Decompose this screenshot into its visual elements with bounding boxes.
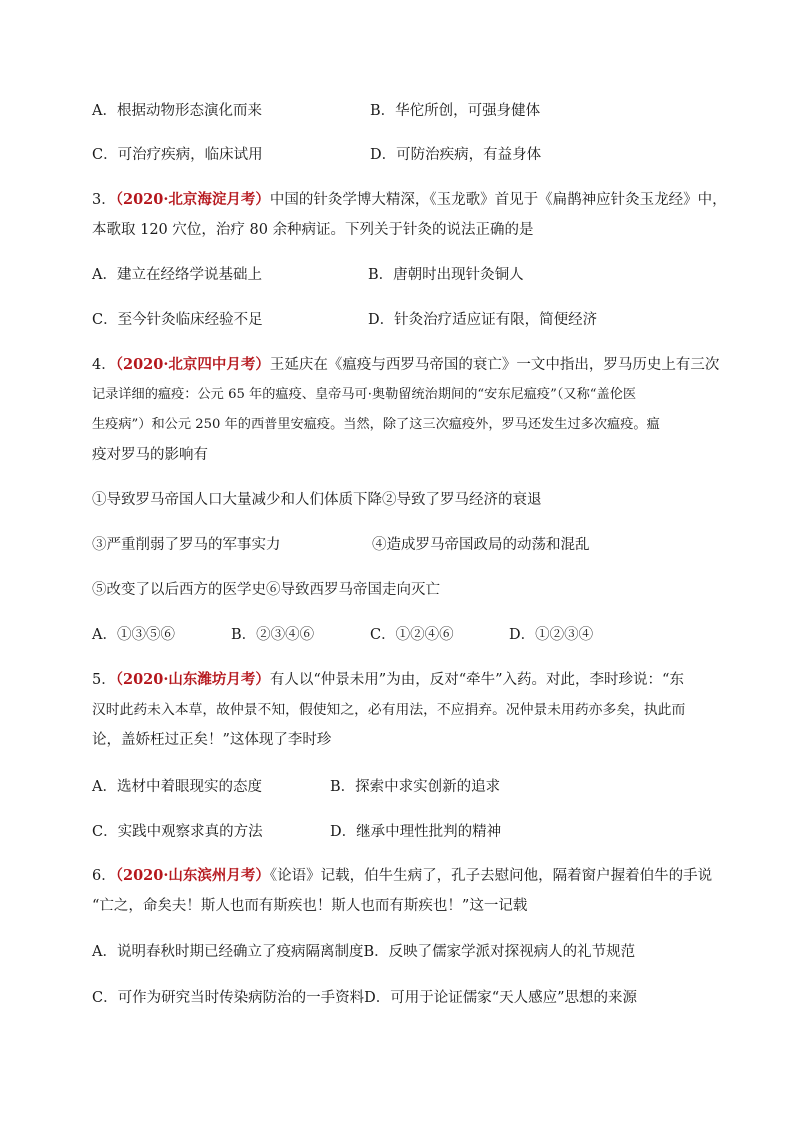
q3-option-a[interactable]: A．建立在经络学说基础上: [92, 267, 262, 283]
q6-option-c[interactable]: C．可作为研究当时传染病防治的一手资料: [92, 990, 365, 1006]
q4-items-line3: ⑤改变了以后西方的医学史⑥导致西罗马帝国走向灭亡: [92, 582, 440, 598]
q3-option-d[interactable]: D．针灸治疗适应证有限，简便经济: [368, 312, 598, 328]
q6-stem-line2: “亡之，命矣夫！斯人也而有斯疾也！斯人也而有斯疾也！”这一记载: [92, 898, 528, 914]
q4-options-row: [92, 625, 594, 645]
q3-number: 3．: [92, 192, 116, 208]
q3-stem-line2: 本歌取 120 穴位，治疗 80 余种病证。下列关于针灸的说法正确的是: [92, 222, 534, 238]
q4-stem-line4: 疫对罗马的影响有: [92, 447, 208, 463]
q4-item-3: ③严重削弱了罗马的军事实力: [92, 537, 281, 553]
q5-option-d[interactable]: D．继承中理性批判的精神: [330, 824, 502, 840]
q3-options-row1: [92, 265, 524, 285]
q3-stem-text1: 中国的针灸学博大精深，《玉龙歌》首见于《扁鹊神应针灸玉龙经》中，: [269, 192, 727, 208]
q3-option-c[interactable]: C．至今针灸临床经验不足: [92, 312, 263, 328]
q4-option-b[interactable]: B．②③④⑥: [231, 627, 315, 643]
q6-stem-text1: 《论语》记载，伯牛生病了，孔子去慰问他，隔着窗户握着伯牛的手说: [269, 868, 713, 884]
q4-item-4: ④造成罗马帝国政局的动荡和混乱: [372, 537, 590, 553]
q5-source-tag: （2020·山东潍坊月考）: [115, 671, 270, 688]
q4-option-d[interactable]: D．①②③④: [509, 627, 594, 643]
q2-option-d[interactable]: D．可防治疾病，有益身体: [370, 147, 542, 163]
q4-stem-line3: 生疫病”）和公元 250 年的西普里安瘟疫。当然，除了这三次瘟疫外，罗马还发生过多次瘟疫。瘟: [92, 417, 660, 432]
q5-stem-line2: 汉时此药未入本草，故仲景不知，假使知之，必有用法，不应捐弃。况仲景未用药亦多矣，执此而: [92, 702, 686, 718]
q4-number: 4．: [92, 357, 116, 373]
q4-items-line2: [92, 535, 590, 555]
q3-source-tag: （2020·北京海淀月考）: [115, 191, 270, 208]
q4-items-line1: ①导致罗马帝国人口大量减少和人们体质下降②导致了罗马经济的衰退: [92, 492, 542, 508]
q6-options-row1: [92, 942, 635, 962]
q5-options-row2: [92, 822, 502, 842]
q5-option-b[interactable]: B．探索中求实创新的追求: [330, 779, 501, 795]
q5-option-c[interactable]: C．实践中观察求真的方法: [92, 824, 263, 840]
q2-option-a[interactable]: A．根据动物形态演化而来: [92, 103, 262, 119]
q6-option-d[interactable]: D．可用于论证儒家“天人感应”思想的来源: [364, 990, 638, 1006]
q4-option-a[interactable]: A．①③⑤⑥: [92, 627, 175, 643]
q5-options-row1: [92, 777, 501, 797]
q5-option-a[interactable]: A．选材中着眼现实的态度: [92, 779, 262, 795]
q5-stem-line3: 论，盖娇枉过正矣！”这体现了李时珍: [92, 732, 332, 748]
q2-option-c[interactable]: C．可治疗疾病，临床试用: [92, 147, 263, 163]
q2-options-row2: [92, 145, 542, 165]
q4-source-tag: （2020·北京四中月考）: [115, 356, 270, 373]
q3-option-b[interactable]: B．唐朝时出现针灸铜人: [368, 267, 524, 283]
q6-source-tag: （2020·山东滨州月考）: [115, 867, 270, 884]
q6-option-b[interactable]: B．反映了儒家学派对探视病人的礼节规范: [363, 944, 636, 960]
q5-stem-line1: [92, 670, 684, 690]
q4-option-c[interactable]: C．①②④⑥: [370, 627, 454, 643]
q5-stem-text1: 有人以“仲景未用”为由，反对“牵牛”入药。对此，李时珍说：“东: [269, 672, 684, 688]
q3-stem-line1: [92, 190, 727, 210]
q2-option-b[interactable]: B．华佗所创，可强身健体: [370, 103, 541, 119]
q4-stem-text1: 王延庆在《瘟疫与西罗马帝国的衰亡》一文中指出，罗马历史上有三次: [269, 357, 720, 373]
q6-number: 6．: [92, 868, 116, 884]
q5-number: 5．: [92, 672, 116, 688]
q2-options-row1: [92, 101, 541, 121]
q4-stem-line1: [92, 355, 719, 375]
q6-stem-line1: [92, 866, 712, 886]
q3-options-row2: [92, 310, 598, 330]
q6-option-a[interactable]: A．说明春秋时期已经确立了疫病隔离制度: [92, 944, 364, 960]
q6-options-row2: [92, 988, 637, 1008]
q4-stem-line2: 记录详细的瘟疫：公元 65 年的瘟疫、皇帝马可·奥勒留统治期间的“安东尼瘟疫”（又称“盖伦医: [92, 387, 637, 402]
